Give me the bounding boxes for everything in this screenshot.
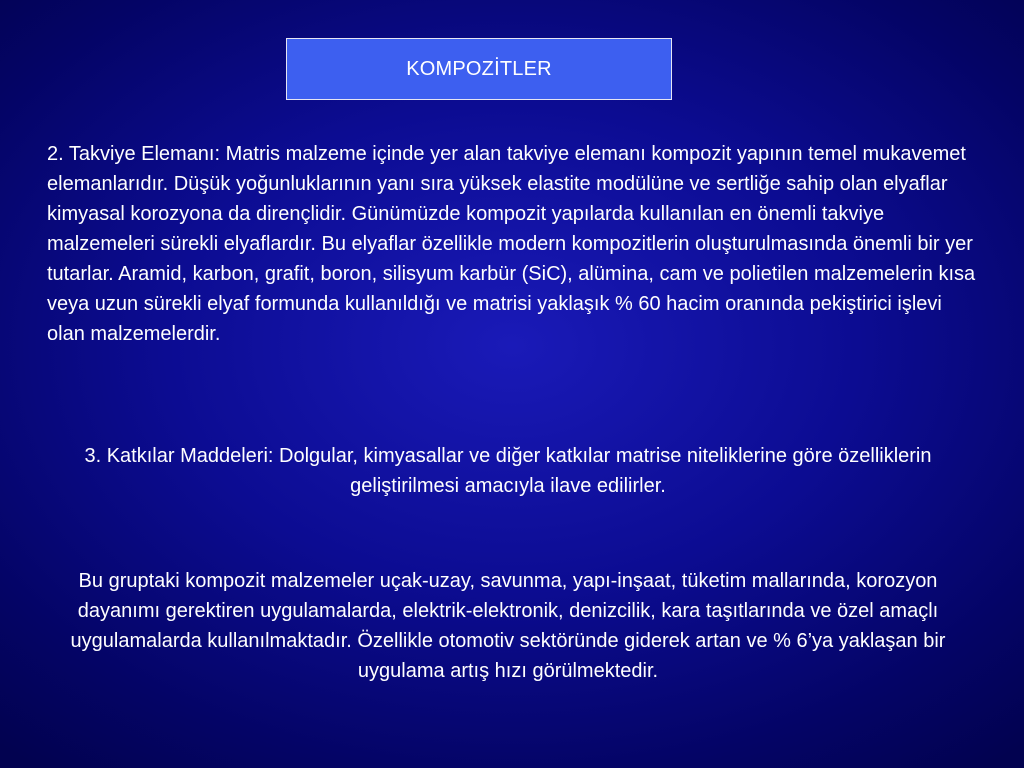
paragraph-applications: Bu gruptaki kompozit malzemeler uçak-uzay, savunma, yapı-inşaat, tüketim mallarında, korozyon dayanımı gerektiren uygulamalarda, elektrik-elektronik, denizcilik, kara taşıtlarında ve özel amaçlı uygulamalarda kullanılmaktadır. Özellikle otomotiv sektöründe giderek artan ve % 6’ya yaklaşan bir uygulama artış hızı görülmektedir.	[70, 570, 946, 682]
paragraph-additives: 3. Katkılar Maddeleri: Dolgular, kimyasallar ve diğer katkılar matrise niteliklerine göre özelliklerin geliştirilmesi amacıyla ilave edilirler.	[84, 445, 932, 497]
title-box	[286, 38, 672, 100]
paragraph-reinforcement: 2. Takviye Elemanı: Matris malzeme içinde yer alan takviye elemanı kompozit yapının temel mukavemet elemanlarıdır. Düşük yoğunluklarının yanı sıra yüksek elastite modülüne ve sertliğe sahip olan elyaflar kimyasal korozyona da dirençlidir. Günümüzde kompozit yapılarda kullanılan en önemli takviye malzemeleri sürekli elyaflardır. Bu elyaflar özellikle modern kompozitlerin oluşturulmasında önemli bir yer tutarlar. Aramid, karbon, grafit, boron, silisyum karbür (SiC), alümina, cam ve polietilen malzemelerin kısa veya uzun sürekli elyaf formunda kullanıldığı ve matrisi yaklaşık % 60 hacim oranında pekiştirici işlevi olan malzemelerdir.	[47, 143, 976, 345]
slide-title: KOMPOZİTLER	[406, 57, 552, 80]
